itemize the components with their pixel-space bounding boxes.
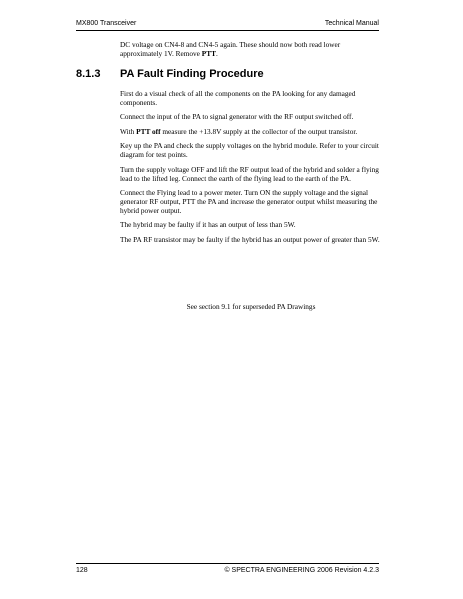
- intro-text-before: DC voltage on CN4-8 and CN4-5 again. These should now both read lower approximately 1V. Remove: [120, 40, 341, 58]
- procedure-paragraph-5: Turn the supply voltage OFF and lift the RF output lead of the hybrid and solder a flying lead to the lifted leg. Connect the earth of the flying lead to the earth of the PA.: [120, 164, 379, 183]
- procedure-paragraph-6: Connect the Flying lead to a power meter. Turn ON the supply voltage and the signal generator RF output, PTT the PA and increase the generator output whilst measuring the hybrid power output.: [120, 187, 378, 215]
- intro-text: [120, 40, 382, 63]
- procedure-paragraph-8: The PA RF transistor may be faulty if the hybrid has an output power of greater than 5W.: [120, 234, 380, 244]
- intro-text-bold: PTT: [201, 49, 216, 58]
- page-number: 128: [76, 567, 88, 574]
- procedure-paragraph-2: Connect the input of the PA to signal generator with the RF output switched off.: [120, 112, 354, 122]
- p3-text-a: With: [120, 126, 137, 136]
- procedure-paragraph-4: Key up the PA and check the supply voltages on the hybrid module. Refer to your circuit diagram for test points.: [120, 141, 379, 160]
- footer-copyright: © SPECTRA ENGINEERING 2006 Revision 4.2.3: [224, 567, 379, 574]
- section-heading: [76, 68, 382, 81]
- header-product-name: MX800 Transceiver: [76, 20, 137, 27]
- p3-text-bold: PTT off: [136, 126, 161, 136]
- intro-paragraph: [120, 40, 382, 58]
- header-manual-title: Technical Manual: [324, 20, 379, 27]
- procedure-content: [120, 89, 382, 249]
- header-divider: [76, 30, 379, 31]
- intro-text-after: .: [215, 49, 218, 58]
- see-section-note: See section 9.1 for superseded PA Drawings: [186, 302, 316, 311]
- section-number: 8.1.3: [76, 68, 101, 80]
- procedure-paragraph-7: The hybrid may be faulty if it has an output of less than 5W.: [120, 220, 296, 230]
- procedure-paragraph-3: [120, 127, 382, 136]
- procedure-paragraph-1: First do a visual check of all the components on the PA looking for any damaged components.: [120, 89, 356, 107]
- p3-text-b: measure the +13.8V supply at the collector of the output transistor.: [160, 126, 358, 136]
- footer-divider: [76, 563, 379, 564]
- section-title: PA Fault Finding Procedure: [120, 68, 264, 80]
